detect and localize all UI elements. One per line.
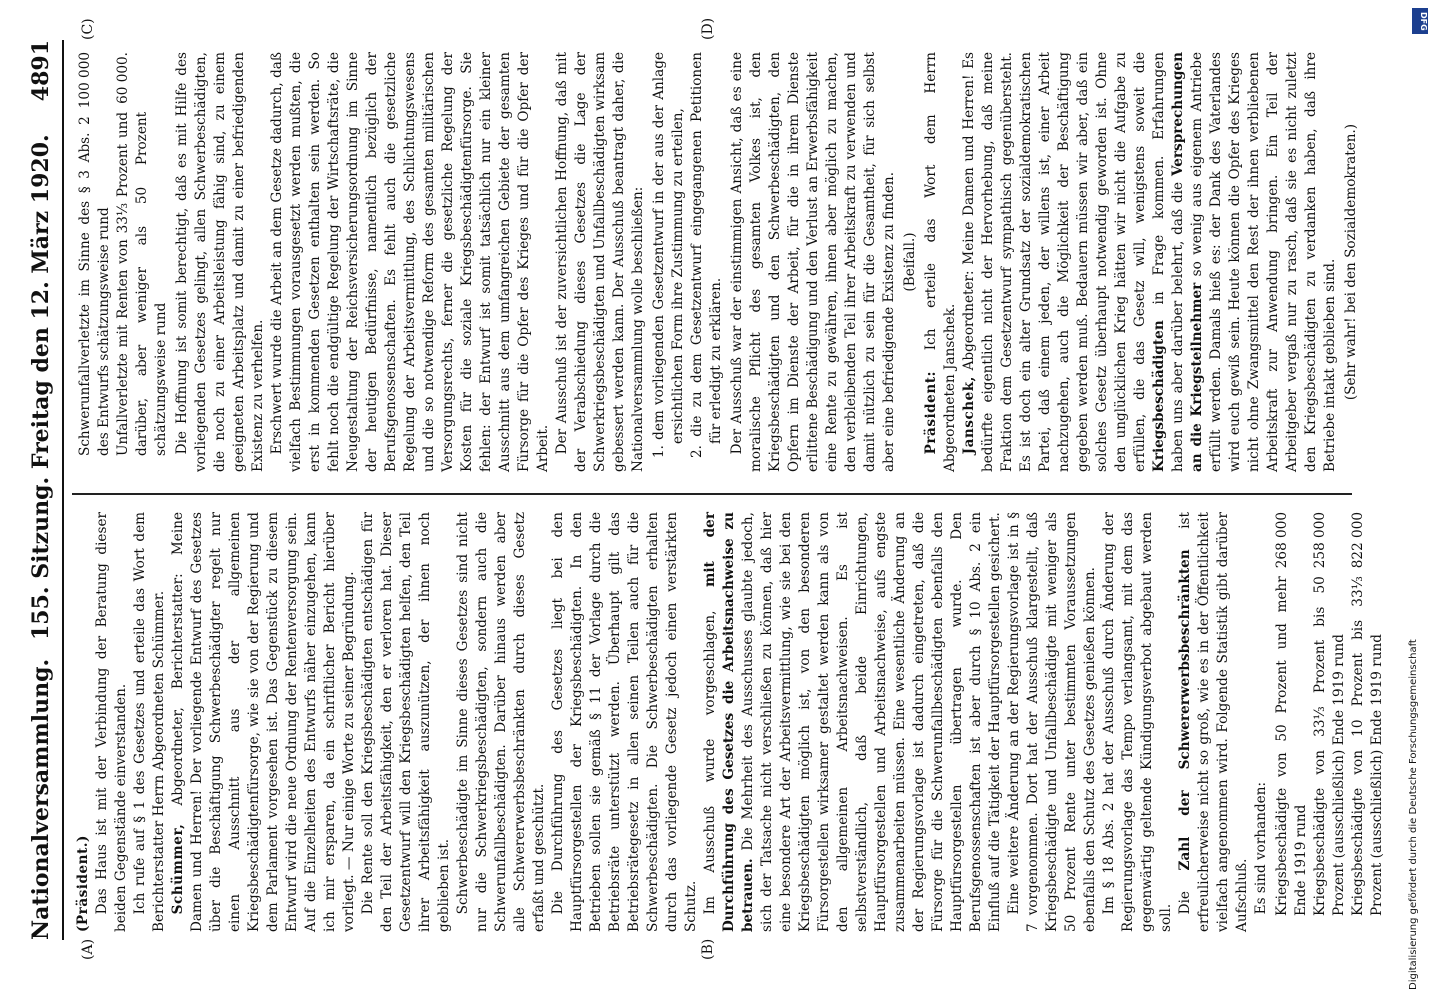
- row-label: Kriegsbeschädigte von 10 Prozent bis 33⅓ Prozent (ausschließlich) Ende 1919 rund: [1350, 576, 1385, 916]
- speech-text: Ich erteile das Wort dem Herrn Abgeordneten Janschek.: [923, 52, 958, 472]
- speaker-name: Schümmer,: [170, 823, 186, 915]
- statistics-table: [1273, 512, 1387, 916]
- column-divider: [72, 493, 1352, 495]
- text-run: in Frage kommen. Erfahrungen haben uns aber darüber belehrt, daß die: [1151, 52, 1186, 472]
- right-column: [74, 52, 1363, 472]
- paragraph: [960, 52, 1340, 472]
- header-rule: [62, 40, 64, 940]
- header-page-number: 4891: [28, 40, 54, 102]
- paragraph: Ich rufe auf § 1 des Gesetzes und erteile das Wort dem Berichterstatter Herrn Abgeordneten Schümmer.: [132, 512, 167, 932]
- row-value: 268 000: [1274, 512, 1290, 569]
- list-item: 2. die zu dem Gesetzentwurf eingegangenen Petitionen für erledigt zu erklären.: [689, 52, 724, 458]
- row-value: 60 000.: [115, 52, 131, 104]
- bold-phrase: mit der Durchführung des Gesetzes die Arbeitsnachweise zu betrauen.: [702, 512, 756, 932]
- motion-list: [650, 52, 726, 458]
- speech-text: Abgeordneter: Meine Damen und Herren! Es bedürfte eigentlich nicht der Hervorhebung, daß meine Fraktion dem Gesetzentwurf sympathisch gegenübersteht. Es ist doch ein alter Grundsatz der sozialdemokratischen Partei, daß einem jeden, der willens ist, einer Arbeit nachzugehen, auch die Möglichkeit der Beschäftigung gegeben werden muß. Bedauern müssen wir aber, daß ein solches Gesetz überhaupt notwendig geworden ist. Ohne den unglücklichen Krieg hätten wir nicht die Aufgabe zu erfüllen, die das Gesetz will, wenigstens soweit die: [961, 52, 1148, 472]
- row-value: 822 000: [1350, 512, 1366, 569]
- table-row: [1273, 512, 1311, 916]
- paragraph: Schwerbeschädigte im Sinne dieses Gesetzes sind nicht nur die Schwerkriegsbeschädigten, sondern auch die Schwerunfallbeschädigten. Darüber hinaus werden aber alle Schwererwerbsbeschränkten durch dieses Gesetz erfaßt und geschützt.: [455, 512, 547, 932]
- paragraph: Im § 18 Abs. 2 hat der Ausschuß durch Änderung der Regierungsvorlage das Tempo verlangsamt, mit dem das gegenwärtig geltende Kündigungsverbot abgebaut werden soll.: [1101, 512, 1174, 932]
- paragraph: [169, 512, 359, 932]
- dfg-logo: DFG: [1412, 8, 1428, 34]
- paragraph: [701, 512, 1005, 932]
- table-row: [76, 52, 114, 456]
- paragraph: Das Haus ist mit der Verbindung der Beratung dieser beiden Gegenstände einverstanden.: [94, 512, 129, 932]
- table-row: [1349, 512, 1387, 916]
- paragraph: [922, 52, 960, 472]
- paragraph: Die Durchführung des Gesetzes liegt bei den Hauptfürsorgestellen der Kriegsbeschädigten. In den Betrieben sollen sie gemäß § 11 der Vorlage durch die Betriebsräte unterstützt werden. Überhaupt gilt das Betriebsrätegesetz in allen seinen Teilen auch für die Schwerbeschädigten. Die Schwerbeschädigten erhalten durch das vorliegende Gesetz jedoch einen verstärkten Schutz.: [550, 512, 699, 932]
- speaker-name: Präsident:: [923, 370, 939, 455]
- paragraph: Der Ausschuß war der einstimmigen Ansicht, daß es eine moralische Pflicht des gesamten Volkes ist, den Kriegsbeschädigten und den Schwerbeschädigten, den Opfern im Dienste der Arbeit, für die in ihrem Dienste erlittene Beschädigung und den Verlust an Erwerbsfähigkeit eine Rente zu gewähren, ihnen aber möglich zu machen, den verbleibenden Teil ihrer Arbeitskraft zu verwenden und damit nützlich zu sein für die Gesamtheit, für sich selbst aber eine befriedigende Existenz zu finden.: [729, 52, 897, 472]
- paragraph: Der Ausschuß ist der zuversichtlichen Hoffnung, daß mit der Verabschiedung dieses Gesetzes die Lage der Schwerkriegsbeschädigten und Unfallbeschädigten wirksam gebessert werden kann. Der Ausschuß beantragt daher, die Nationalversammlung wolle beschließen:: [554, 52, 646, 472]
- row-label: Kriegsbeschädigte von 50 Prozent und mehr Ende 1919 rund: [1274, 576, 1309, 916]
- row-label: Schwerunfallverletzte im Sinne des § 3 Abs. 2 des Entwurfs schätzungsweise rund: [77, 116, 112, 456]
- row-value: 100 000: [77, 52, 93, 109]
- marker-b: (B): [700, 938, 716, 960]
- paragraph: Die Hoffnung ist somit berechtigt, daß es mit Hilfe des vorliegenden Gesetzes gelingt, allen Schwerbeschädigten, die noch zu einer Arbeitsleistung fähig sind, zu einem geeigneten Arbeitsplatz und damit zu einer befriedigenden Existenz zu verhelfen.: [174, 52, 266, 472]
- paragraph: [1176, 512, 1252, 932]
- applause-note: (Beifall.): [902, 232, 918, 292]
- digitization-text: Digitalisierung gefördert durch die Deutsche Forschungsgemeinschaft: [1408, 639, 1419, 990]
- header-publication: Nationalversammlung.: [28, 658, 54, 940]
- paragraph: Erschwert wurde die Arbeit an dem Gesetze dadurch, daß vielfach Bestimmungen vorausgesetzt werden mußten, die erst in kommenden Gesetzen enthalten sein werden. So fehlt noch die endgültige Regelung der Wirtschaftsräte, die Neugestaltung der Reichsversicherungsordnung im Sinne der heutigen Bedürfnisse, namentlich bezüglich der Berufsgenossenschaften. Es fehlt auch die gesetzliche Regelung der Arbeitsvermittlung, des Schlichtungswesens und die so notwendige Reform des gesamten militärischen Versorgungsrechts, ferner die gesetzliche Regelung der Kosten für die soziale Kriegsbeschädigtenfürsorge. Sie fehlen: der Entwurf ist somit tatsächlich nur ein kleiner Ausschnitt aus dem umfangreichen Gebiete der gesamten Fürsorge für die Opfer des Krieges und für die Opfer der Arbeit.: [269, 52, 551, 472]
- bold-phrase: Kriegsbeschädigten: [1151, 320, 1167, 472]
- row-value: 258 000: [1312, 512, 1328, 569]
- text-run: Im Ausschuß wurde vorgeschlagen,: [702, 587, 718, 915]
- speaker-name: Janschek,: [961, 376, 977, 455]
- marker-c: (C): [80, 18, 96, 40]
- interjection: (Sehr wahr! bei den Sozialdemokraten.): [1343, 123, 1359, 401]
- digitization-note: [1408, 10, 1426, 990]
- row-label: Kriegsbeschädigte von 33⅓ Prozent bis 50 Prozent (ausschließlich) Ende 1919 rund: [1312, 576, 1347, 916]
- bold-phrase: Versprechungen an die Kriegsteilnehmer: [1170, 52, 1205, 472]
- list-item: 1. dem vorliegenden Gesetzentwurf in der aus der Anlage ersichtlichen Form ihre Zustimmung zu erteilen,: [651, 52, 686, 458]
- marker-a: (A): [80, 938, 96, 960]
- left-column: [74, 512, 1389, 932]
- text-run: Die: [1177, 870, 1193, 915]
- header-session-date: 155. Sitzung. Freitag den 12. März 1920.: [28, 134, 54, 640]
- speech-text: Abgeordneter, Berichterstatter: Meine Damen und Herren! Der vorliegende Entwurf des Gesetzes über die Beschäftigung Schwerbeschädigter regelt nur einen Ausschnitt aus der allgemeinen Kriegsbeschädigtenfürsorge, wie sie von der Regierung und dem Parlament vorgesehen ist. Das Gegenstück zu diesem Entwurf wird die neue Ordnung der Rentenversorgung sein. Auf die Einzelheiten des Entwurfs näher einzugehen, kann ich mir ersparen, da ein schriftlicher Bericht hierüber vorliegt. — Nur einige Worte zu seiner Begründung.: [170, 512, 357, 932]
- text-run: so wenig aus eigenem Antriebe erfüllt werden. Damals hieß es: der Dank des Vaterlandes wird euch gewiß sein. Heute können die Opfer des Krieges nicht ohne Zwangsmittel den Rest der ihnen verbliebenen Arbeitskraft zur Anwendung bringen. Ein Teil der Arbeitgeber vergaß nur zu rasch, daß sie es nicht zuletzt den Kriegsbeschädigten zu verdanken haben, daß ihre Betriebe intakt geblieben sind.: [1189, 52, 1338, 472]
- table-row: [1311, 512, 1349, 916]
- marker-d: (D): [700, 17, 716, 40]
- paragraph: Es sind vorhanden:: [1253, 781, 1269, 915]
- bold-phrase: Zahl der Schwererwerbsbeschränkten: [1177, 549, 1193, 871]
- paragraph: Die Rente soll den Kriegsbeschädigten entschädigen für den Teil der Arbeitsfähigkeit, den er verloren hat. Dieser Gesetzentwurf will den Kriegsbeschädigten helfen, den Teil ihrer Arbeitsfähigkeit auszunützen, der ihnen noch geblieben ist.: [360, 512, 452, 932]
- speaker-label: (Präsident.): [75, 835, 91, 932]
- table-row: [114, 52, 171, 456]
- paragraph: Eine weitere Änderung an der Regierungsvorlage ist in § 7 vorgenommen. Dort hat der Ausschuß klargestellt, daß Kriegsbeschädigte und Unfallbeschädigte mit weniger als 50 Prozent Rente unter bestimmten Voraussetzungen ebenfalls den Schutz des Gesetzes genießen können.: [1006, 512, 1098, 932]
- text-run: ist erfreulicherweise nicht so groß, wie es in der Öffentlichkeit vielfach angenommen wird. Folgende Statistik gibt darüber Aufschluß.: [1177, 512, 1250, 932]
- text-run: Die Mehrheit des Ausschusses glaubte jedoch, sich der Tatsache nicht verschließen zu können, daß hier eine besondere Art der Arbeitsvermittlung, wie sie bei den Kriegsbeschädigten möglich ist, von den besonderen Fürsorgestellen wirksamer gestaltet werden kann als von den allgemeinen Arbeitsnachweisen. Es ist selbstverständlich, daß beide Einrichtungen, Hauptfürsorgestellen und Arbeitsnachweise, aufs engste zusammenarbeiten müssen. Eine wesentliche Änderung an der Regierungsvorlage ist dadurch eingetreten, daß die Fürsorge für die Schwerunfallbeschädigten ebenfalls den Hauptfürsorgestellen übertragen wurde. Den Berufsgenossenschaften ist aber durch § 10 Abs. 2 ein Einfluß auf die Tätigkeit der Hauptfürsorgestellen gesichert.: [740, 512, 1003, 932]
- statistics-table-continued: [76, 52, 171, 456]
- row-label: Unfallverletzte mit Renten von 33⅓ Prozent und darüber, aber weniger als 50 Prozent schätzungsweise rund: [115, 111, 169, 456]
